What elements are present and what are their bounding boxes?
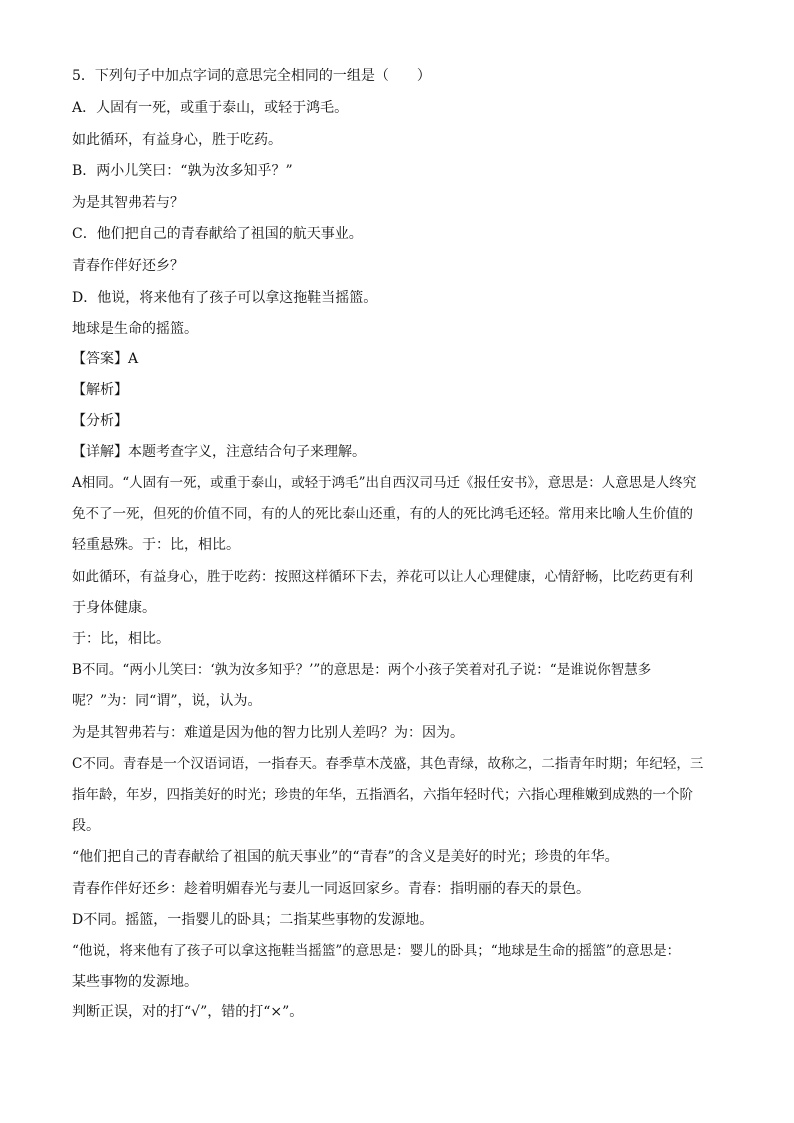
explanation-line: 为是其智弗若与：难道是因为他的智力比别人差吗？为：因为。 [72,725,464,741]
answer-heading: 【答案】A [72,351,139,367]
explanation-line: 免不了一死，但死的价值不同，有的人的死比泰山还重，有的人的死比鸿毛还轻。常用来比喻人生价值的 [72,506,693,522]
fenxi-heading: 【分析】 [72,413,128,429]
explanation-line: “他们把自己的青春献给了祖国的航天事业”的“青春”的含义是美好的时光；珍贵的年华。 [72,849,619,865]
analysis-heading: 【解析】 [72,382,128,398]
explanation-line: D不同。摇篮，一指婴儿的卧具；二指某些事物的发源地。 [72,912,434,928]
explanation-line: 呢？”为：同“谓”，说，认为。 [72,693,262,709]
explanation-line: 青春作伴好还乡：趁着明媚春光与妻儿一同返回家乡。青春：指明丽的春天的景色。 [72,881,590,897]
option-c-sentence-1: C．他们把自己的青春献给了祖国的航天事业。 [72,226,363,242]
explanation-line: 指年龄，年岁，四指美好的时光；珍贵的年华，五指酒名，六指年轻时代；六指心理稚嫩到成熟的一个阶 [72,787,693,803]
option-d-sentence-1: D．他说，将来他有了孩子可以拿这拖鞋当摇篮。 [72,290,378,306]
option-c-sentence-2: 青春作伴好还乡？ [72,258,184,274]
question-stem: 5．下列句子中加点字词的意思完全相同的一组是（ ） [72,68,431,84]
explanation-line: C不同。青春是一个汉语词语，一指春天。春季草木茂盛，其色青绿，故称之，二指青年时期；年纪轻，三 [72,756,704,772]
detail-heading: 【详解】本题考查字义，注意结合句子来理解。 [72,444,366,460]
explanation-line: B不同。“两小儿笑曰：‘孰为汝多知乎？’”的意思是：两个小孩子笑着对孔子说：“是谁说你智慧多 [72,662,652,678]
judgement-instruction: 判断正误，对的打“√”，错的打“×”。 [72,1004,304,1020]
option-b-sentence-1: B．两小儿笑曰：“孰为汝多知乎？” [72,163,293,179]
explanation-line: 于：比，相比。 [72,631,170,647]
explanation-line: 如此循环，有益身心，胜于吃药：按照这样循环下去，养花可以让人心理健康，心情舒畅，比吃药更有利 [72,569,693,585]
explanation-line: 于身体健康。 [72,600,156,616]
option-b-sentence-2: 为是其智弗若与？ [72,195,184,211]
option-d-sentence-2: 地球是生命的摇篮。 [72,321,198,337]
explanation-line: “他说，将来他有了孩子可以拿这拖鞋当摇篮”的意思是：婴儿的卧具；“地球是生命的摇篮”的意思是： [72,943,681,959]
option-a-sentence-2: 如此循环，有益身心，胜于吃药。 [72,132,282,148]
explanation-line: 轻重悬殊。于：比，相比。 [72,537,240,553]
explanation-line: 段。 [72,818,100,834]
explanation-line: A相同。“人固有一死，或重于泰山，或轻于鸿毛”出自西汉司马迁《报任安书》，意思是：人意思是人终究 [72,475,697,491]
explanation-line: 某些事物的发源地。 [72,974,198,990]
option-a-sentence-1: A．人固有一死，或重于泰山，或轻于鸿毛。 [72,100,349,116]
